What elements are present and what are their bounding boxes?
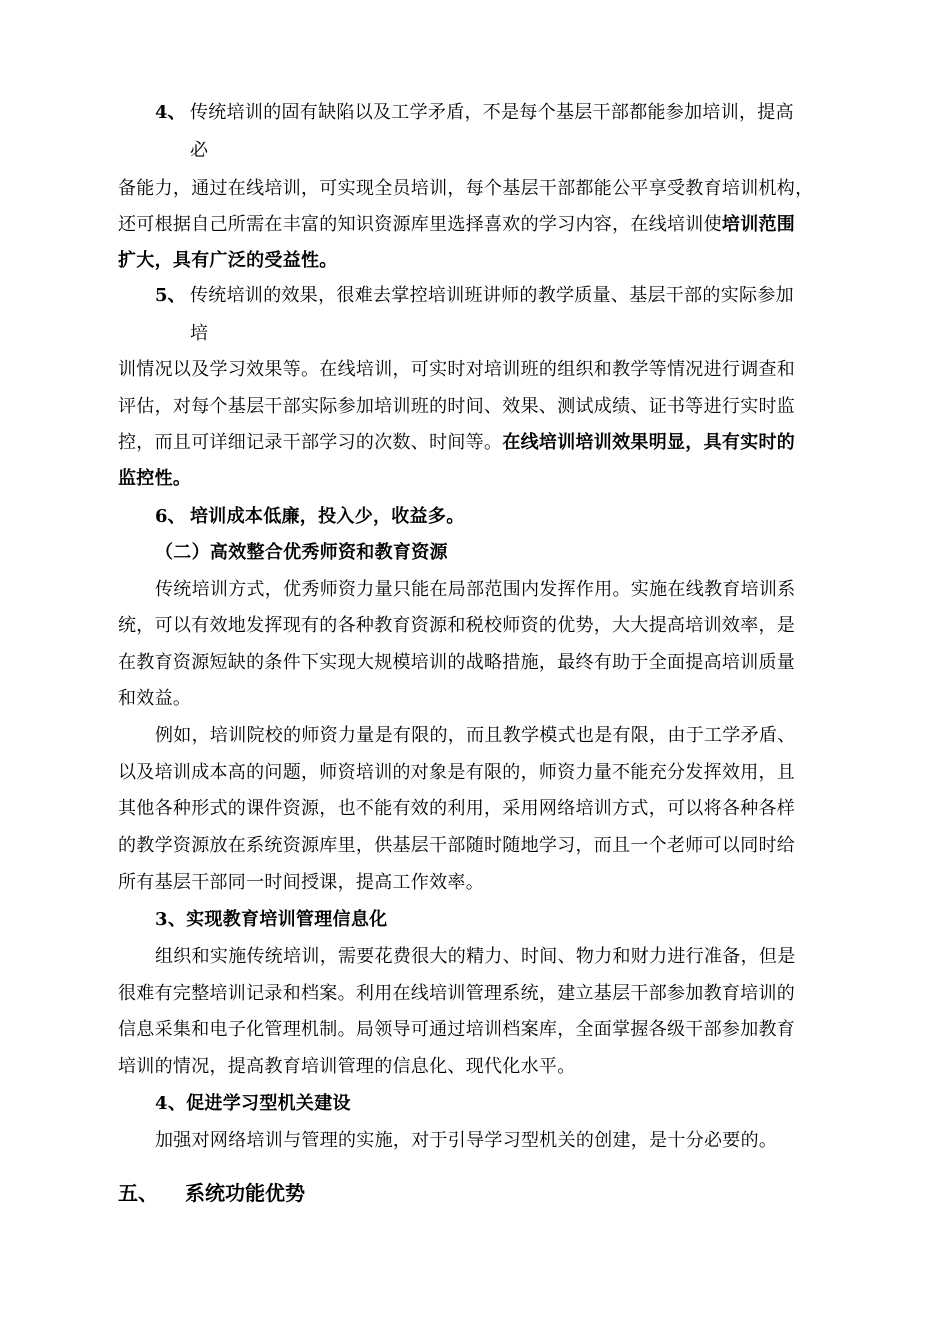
section2-p1-line4: 和效益。 (118, 688, 192, 709)
item4-line4-bold: 扩大，具有广泛的受益性。 (118, 250, 338, 271)
item4-line3-bold: 培训范围 (721, 214, 796, 235)
section2-p2-line1: 例如，培训院校的师资力量是有限的，而且教学模式也是有限，由于工学矛盾、 (155, 725, 796, 746)
section2-title: （二）高效整合优秀师资和教育资源 (155, 542, 448, 563)
item4-line3 (118, 213, 795, 237)
section3-title: 3、实现教育培训管理信息化 (155, 909, 388, 930)
section3-line1: 组织和实施传统培训，需要花费很大的精力、时间、物力和财力进行准备，但是 (155, 946, 796, 967)
item4-number: 4、 (155, 102, 186, 123)
item4-line2: 备能力，通过在线培训，可实现全员培训，每个基层干部都能公平享受教育培训机构， (118, 178, 814, 199)
item5-number: 5、 (155, 285, 186, 306)
section3-line4: 培训的情况，提高教育培训管理的信息化、现代化水平。 (118, 1056, 576, 1077)
item5-line4-bold: 在线培训培训效果明显，具有实时的 (502, 432, 796, 453)
item4-line1: 传统培训的固有缺陷以及工学矛盾，不是每个基层干部都能参加培训，提高 (190, 102, 794, 123)
item6-text: 培训成本低廉，投入少，收益多。 (190, 506, 465, 527)
chapter5-title: 系统功能优势 (185, 1181, 305, 1205)
item5-line2: 训情况以及学习效果等。在线培训，可实时对培训班的组织和教学等情况进行调查和 (118, 359, 796, 380)
item6-number: 6、 (155, 506, 186, 527)
item4-line1-cont: 必 (190, 140, 209, 161)
section2-p1-line1: 传统培训方式，优秀师资力量只能在局部范围内发挥作用。实施在线教育培训系 (155, 579, 796, 600)
section2-p1-line3: 在教育资源短缺的条件下实现大规模培训的战略措施，最终有助于全面提高培训质量 (118, 652, 796, 673)
section3-line2: 很难有完整培训记录和档案。利用在线培训管理系统，建立基层干部参加教育培训的 (118, 983, 796, 1004)
section2-p2-line5: 所有基层干部同一时间授课，提高工作效率。 (118, 872, 484, 893)
section4-title: 4、促进学习型机关建设 (155, 1093, 351, 1114)
item5-line5-bold: 监控性。 (118, 468, 192, 489)
section2-p2-line2: 以及培训成本高的问题，师资培训的对象是有限的，师资力量不能充分发挥效用，且 (118, 762, 796, 783)
section3-line3: 信息采集和电子化管理机制。局领导可通过培训档案库，全面掌握各级干部参加教育 (118, 1019, 796, 1040)
item5-line4 (118, 431, 795, 455)
section2-p2-line4: 的教学资源放在系统资源库里，供基层干部随时随地学习，而且一个老师可以同时给 (118, 835, 796, 856)
item5-line1-cont: 培 (190, 323, 209, 344)
section2-p2-line3: 其他各种形式的课件资源，也不能有效的利用，采用网络培训方式，可以将各种各样 (118, 798, 796, 819)
section4-text: 加强对网络培训与管理的实施，对于引导学习型机关的创建，是十分必要的。 (155, 1130, 778, 1151)
chapter5-number: 五、 (118, 1181, 158, 1205)
item5-line3: 评估，对每个基层干部实际参加培训班的时间、效果、测试成绩、证书等进行实时监 (118, 396, 796, 417)
section2-p1-line2: 统，可以有效地发挥现有的各种教育资源和税校师资的优势，大大提高培训效率，是 (118, 615, 796, 636)
item4-line3-plain: 还可根据自己所需在丰富的知识资源库里选择喜欢的学习内容，在线培训使 (118, 214, 722, 235)
item5-line4-plain: 控，而且可详细记录干部学习的次数、时间等。 (118, 432, 503, 453)
item5-line1: 传统培训的效果，很难去掌控培训班讲师的教学质量、基层干部的实际参加 (190, 285, 794, 306)
